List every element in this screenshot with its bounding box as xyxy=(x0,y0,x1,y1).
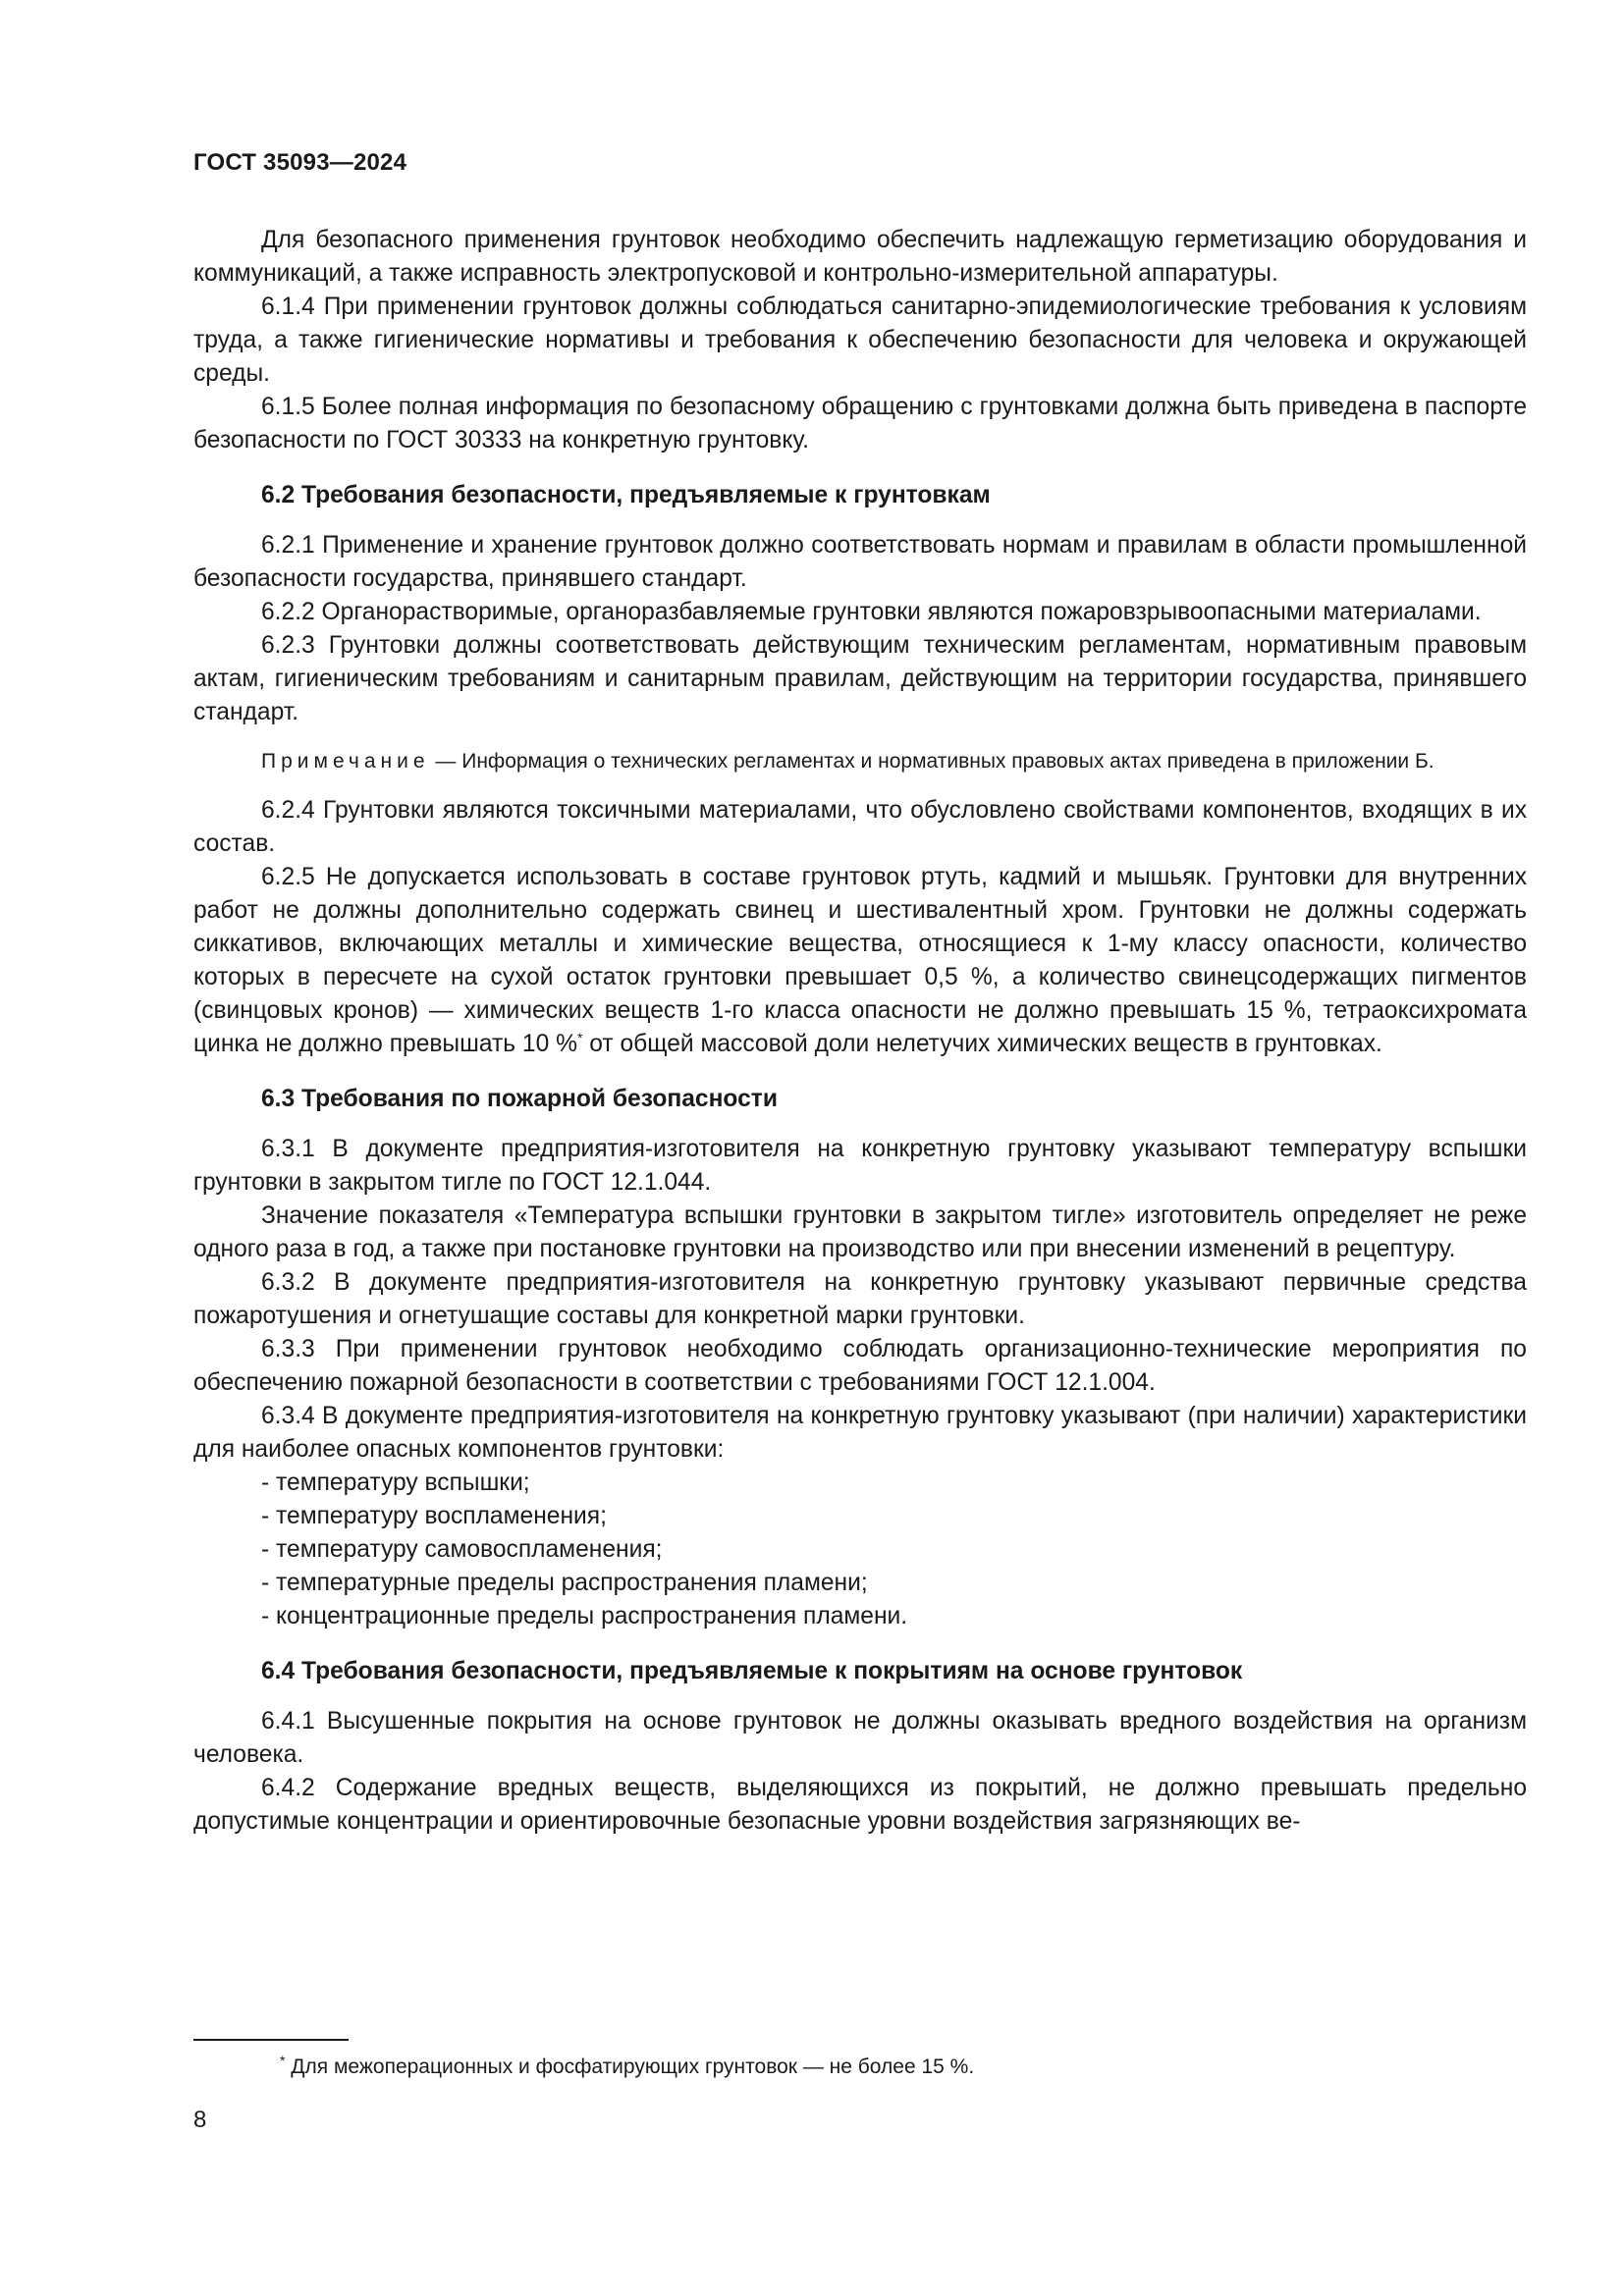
paragraph-6-3-2: 6.3.2 В документе предприятия-изготовителя на конкретную грунтовку указывают первичные средства пожаротушения и огнетушащие составы для конкретной марки грунтовки. xyxy=(193,1269,1527,1329)
paragraph-6-2-2: 6.2.2 Органорастворимые, органоразбавляемые грунтовки являются пожаровзрывоопасными материалами. xyxy=(261,599,1482,625)
list-item: - температуру самовоспламенения; xyxy=(261,1536,663,1563)
paragraph-6-4-1: 6.4.1 Высушенные покрытия на основе грунтовок не должны оказывать вредного воздействия на организм человека. xyxy=(193,1708,1527,1768)
section-heading-6-3: 6.3 Требования по пожарной безопасности xyxy=(261,1086,778,1112)
note xyxy=(193,747,1527,776)
paragraph-6-3-1-value: Значение показателя «Температура вспышки грунтовки в закрытом тигле» изготовитель определяет не реже одного раза в год, а также при постановке грунтовки на производство или при внесении изменений в рецептуру. xyxy=(193,1202,1527,1262)
paragraph-6-2-5 xyxy=(193,861,1527,1061)
paragraph-6-3-4: 6.3.4 В документе предприятия-изготовителя на конкретную грунтовку указывают (при наличии) характеристики для наиболее опасных компонентов грунтовки: xyxy=(193,1403,1527,1463)
document-header: ГОСТ 35093—2024 xyxy=(193,149,407,176)
footnote-reference: * xyxy=(576,1029,583,1045)
paragraph-6-2-4: 6.2.4 Грунтовки являются токсичными материалами, что обусловлено свойствами компонентов, входящих в их состав. xyxy=(193,797,1527,857)
paragraph-6-3-1: 6.3.1 В документе предприятия-изготовителя на конкретную грунтовку указывают температуру вспышки грунтовки в закрытом тигле по ГОСТ 12.1.044. xyxy=(193,1136,1527,1196)
footnote-text: Для межоперационных и фосфатирующих грунтовок — не более 15 %. xyxy=(285,2056,975,2078)
section-heading-6-4: 6.4 Требования безопасности, предъявляемые к покрытиям на основе грунтовок xyxy=(261,1658,1243,1684)
footnote xyxy=(280,2053,974,2082)
page-number: 8 xyxy=(193,2107,207,2133)
list-item: - температуру воспламенения; xyxy=(261,1503,607,1529)
paragraph-6-2-3: 6.2.3 Грунтовки должны соответствовать действующим техническим регламентам, нормативным правовым актам, гигиеническим требованиям и санитарным правилам, действующим на территории государства, принявшего стандарт. xyxy=(193,632,1527,725)
footnote-divider xyxy=(193,2039,349,2041)
footnote-mark: * xyxy=(280,2053,286,2068)
section-heading-6-2: 6.2 Требования безопасности, предъявляемые к грунтовкам xyxy=(261,482,991,508)
document-body xyxy=(193,224,1527,1839)
list-item: - температуру вспышки; xyxy=(261,1469,530,1496)
note-label: Примечание xyxy=(261,750,430,773)
note-text: — Информация о технических регламентах и нормативных правовых актах приведена в приложении Б. xyxy=(429,750,1435,773)
paragraph-6-1-5: 6.1.5 Более полная информация по безопасному обращению с грунтовками должна быть приведена в паспорте безопасности по ГОСТ 30333 на конкретную грунтовку. xyxy=(193,394,1527,454)
paragraph-6-2-5-text: 6.2.5 Не допускается использовать в составе грунтовок ртуть, кадмий и мышьяк. Грунтовки для внутренних работ не должны дополнительно содержать свинец и шестивалентный хром. Грунтовки не должны содержать сиккативов, включающих металлы и химические вещества, относящиеся к 1-му классу опасности, количество которых в пересчете на сухой остаток грунтовки превышает 0,5 %, а количество свинецсодержащих пигментов (свинцовых кронов) — химических веществ 1-го класса опасности не должно превышать 15 %, тетраоксихромата цинка не должно превышать 10 % xyxy=(193,864,1527,1057)
paragraph-6-4-2: 6.4.2 Содержание вредных веществ, выделяющихся из покрытий, не должно превышать предельно допустимые концентрации и ориентировочные безопасные уровни воздействия загрязняющих ве- xyxy=(193,1775,1527,1835)
paragraph-6-2-1: 6.2.1 Применение и хранение грунтовок должно соответствовать нормам и правилам в области промышленной безопасности государства, принявшего стандарт. xyxy=(193,532,1527,592)
list-item: - концентрационные пределы распространения пламени. xyxy=(261,1603,908,1629)
list-item: - температурные пределы распространения пламени; xyxy=(261,1570,868,1596)
paragraph-6-3-3: 6.3.3 При применении грунтовок необходимо соблюдать организационно-технические мероприятия по обеспечению пожарной безопасности в соответствии с требованиями ГОСТ 12.1.004. xyxy=(193,1336,1527,1396)
paragraph-6-1-4: 6.1.4 При применении грунтовок должны соблюдаться санитарно-эпидемиологические требования к условиям труда, а также гигиенические нормативы и требования к обеспечению безопасности для человека и окружающей среды. xyxy=(193,294,1527,387)
paragraph-intro: Для безопасного применения грунтовок необходимо обеспечить надлежащую герметизацию оборудования и коммуникаций, а также исправность электропусковой и контрольно-измерительной аппаратуры. xyxy=(193,227,1527,287)
paragraph-6-2-5-tail: от общей массовой доли нелетучих химических веществ в грунтовках. xyxy=(582,1031,1382,1057)
